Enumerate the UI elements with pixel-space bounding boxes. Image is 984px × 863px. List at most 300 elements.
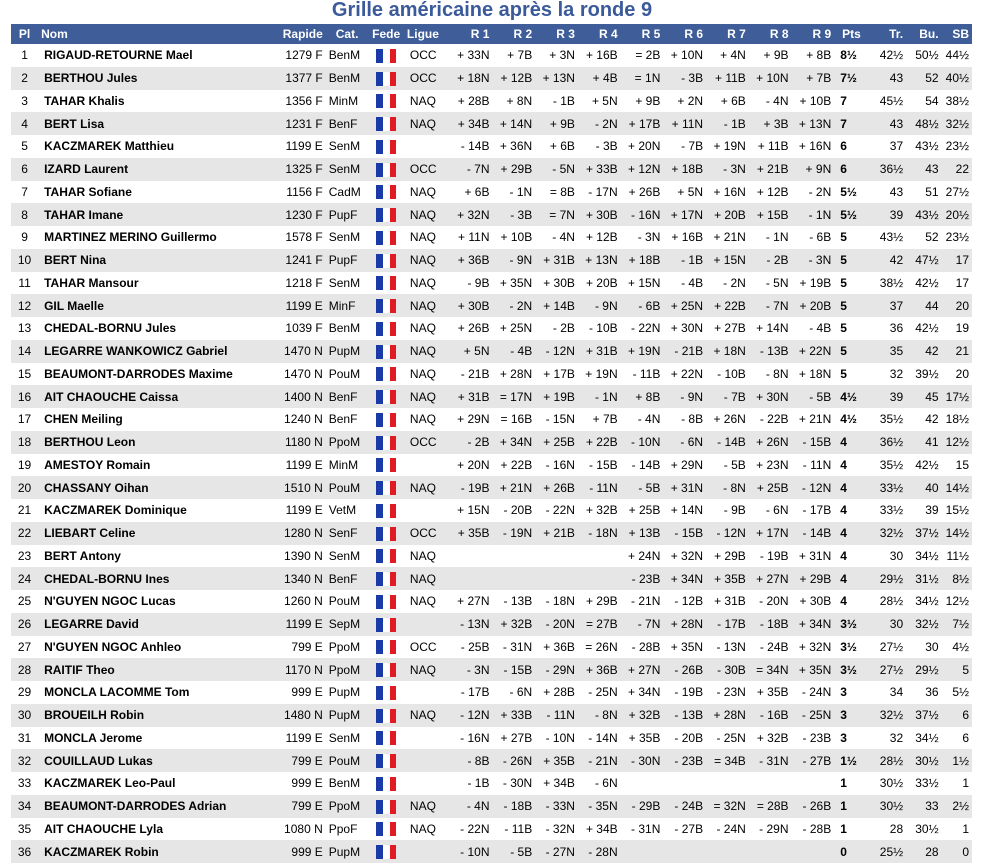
round-result-cell: - 29B <box>621 795 664 818</box>
rapid-rating: 999 E <box>263 840 326 863</box>
round-result-cell: + 20N <box>450 454 493 477</box>
round-result-cell: - 6N <box>749 499 792 522</box>
round-result-cell: - 7B <box>663 135 706 158</box>
round-result-cell: - 26B <box>663 658 706 681</box>
round-result-cell: - 2N <box>706 272 749 295</box>
round-result-cell: + 27N <box>450 590 493 613</box>
round-result-cell: + 29B <box>492 158 535 181</box>
league-cell: NAQ <box>404 340 450 363</box>
column-header: R 1 <box>450 24 493 44</box>
rapid-rating: 1199 E <box>263 294 326 317</box>
tiebreak-sb-cell: 32½ <box>942 112 972 135</box>
rank-cell: 21 <box>11 499 38 522</box>
column-header: Bu. <box>906 24 941 44</box>
tiebreak-bu-cell: 30½ <box>906 818 941 841</box>
round-result-cell: + 18B <box>663 158 706 181</box>
round-result-cell: + 31B <box>578 340 621 363</box>
round-result-cell: + 3B <box>749 112 792 135</box>
player-name: LIEBART Celine <box>38 522 263 545</box>
column-header: R 5 <box>621 24 664 44</box>
round-result-cell: - 19B <box>749 545 792 568</box>
tiebreak-tr-cell: 35 <box>869 340 907 363</box>
federation-cell <box>368 90 403 113</box>
round-result-cell <box>663 772 706 795</box>
round-result-cell: - 3B <box>578 135 621 158</box>
table-row <box>11 476 972 499</box>
rapid-rating: 1377 F <box>263 67 326 90</box>
rank-cell: 7 <box>11 181 38 204</box>
round-result-cell: + 11N <box>450 226 493 249</box>
round-result-cell: - 17N <box>578 181 621 204</box>
federation-cell <box>368 818 403 841</box>
tiebreak-tr-cell: 32½ <box>869 704 907 727</box>
category-cell: MinM <box>326 454 369 477</box>
round-result-cell: - 15B <box>663 522 706 545</box>
rank-cell: 1 <box>11 44 38 67</box>
category-cell: PupF <box>326 249 369 272</box>
round-result-cell: - 1B <box>663 249 706 272</box>
points-cell: 3 <box>834 681 868 704</box>
round-result-cell: - 8N <box>578 704 621 727</box>
round-result-cell: - 23N <box>706 681 749 704</box>
points-cell: 5 <box>834 363 868 386</box>
round-result-cell <box>535 567 578 590</box>
round-result-cell: - 8N <box>706 476 749 499</box>
category-cell: SepM <box>326 613 369 636</box>
round-result-cell: + 36B <box>578 658 621 681</box>
tiebreak-bu-cell: 37½ <box>906 704 941 727</box>
category-cell: PpoM <box>326 658 369 681</box>
round-result-cell: + 34N <box>492 431 535 454</box>
points-cell: 8½ <box>834 44 868 67</box>
round-result-cell: + 14N <box>749 317 792 340</box>
rapid-rating: 1470 N <box>263 363 326 386</box>
france-flag-icon <box>376 208 396 222</box>
round-result-cell: = 34N <box>749 658 792 681</box>
tiebreak-bu-cell: 29½ <box>906 658 941 681</box>
points-cell: 5 <box>834 249 868 272</box>
france-flag-icon <box>376 527 396 541</box>
tiebreak-bu-cell: 43½ <box>906 203 941 226</box>
category-cell: MinF <box>326 294 369 317</box>
round-result-cell: - 18N <box>578 522 621 545</box>
player-name: TAHAR Khalis <box>38 90 263 113</box>
points-cell: 1 <box>834 772 868 795</box>
player-name: BERTHOU Jules <box>38 67 263 90</box>
round-result-cell: - 14B <box>792 522 835 545</box>
points-cell: 5 <box>834 317 868 340</box>
round-result-cell: - 9B <box>450 272 493 295</box>
tiebreak-bu-cell: 40 <box>906 476 941 499</box>
rapid-rating: 1510 N <box>263 476 326 499</box>
round-result-cell: + 15N <box>621 272 664 295</box>
round-result-cell: - 6N <box>578 772 621 795</box>
rank-cell: 13 <box>11 317 38 340</box>
round-result-cell: + 8B <box>792 44 835 67</box>
points-cell: 4 <box>834 499 868 522</box>
tiebreak-bu-cell: 33 <box>906 795 941 818</box>
france-flag-icon <box>376 367 396 381</box>
player-name: TAHAR Mansour <box>38 272 263 295</box>
table-row <box>11 590 972 613</box>
round-result-cell: + 23N <box>749 454 792 477</box>
league-cell: OCC <box>404 636 450 659</box>
points-cell: 1 <box>834 795 868 818</box>
federation-cell <box>368 317 403 340</box>
header-row <box>11 24 972 44</box>
round-result-cell: - 7N <box>450 158 493 181</box>
tiebreak-sb-cell: 1 <box>942 818 972 841</box>
tiebreak-tr-cell: 30 <box>869 613 907 636</box>
round-result-cell: - 2N <box>578 112 621 135</box>
league-cell: NAQ <box>404 408 450 431</box>
league-cell: NAQ <box>404 317 450 340</box>
round-result-cell: + 20B <box>706 203 749 226</box>
france-flag-icon <box>376 458 396 472</box>
rapid-rating: 799 E <box>263 636 326 659</box>
round-result-cell: - 5B <box>706 454 749 477</box>
round-result-cell: + 32B <box>749 727 792 750</box>
round-result-cell: - 24B <box>663 795 706 818</box>
round-result-cell: - 9N <box>663 385 706 408</box>
federation-cell <box>368 112 403 135</box>
round-result-cell: + 19N <box>578 363 621 386</box>
league-cell: NAQ <box>404 203 450 226</box>
round-result-cell <box>450 545 493 568</box>
round-result-cell: - 15B <box>792 431 835 454</box>
round-result-cell: + 31B <box>450 385 493 408</box>
round-result-cell: - 23B <box>663 749 706 772</box>
tiebreak-sb-cell: 2½ <box>942 795 972 818</box>
category-cell: PupF <box>326 203 369 226</box>
round-result-cell: - 3B <box>492 203 535 226</box>
round-result-cell: - 2N <box>792 181 835 204</box>
tiebreak-tr-cell: 35½ <box>869 454 907 477</box>
table-row <box>11 545 972 568</box>
round-result-cell: - 22N <box>450 818 493 841</box>
round-result-cell: - 31N <box>749 749 792 772</box>
rapid-rating: 1241 F <box>263 249 326 272</box>
rapid-rating: 1356 F <box>263 90 326 113</box>
tiebreak-bu-cell: 42½ <box>906 272 941 295</box>
table-row <box>11 499 972 522</box>
federation-cell <box>368 681 403 704</box>
round-result-cell: + 30B <box>450 294 493 317</box>
federation-cell <box>368 408 403 431</box>
league-cell: OCC <box>404 431 450 454</box>
round-result-cell: - 2N <box>492 294 535 317</box>
round-result-cell: - 13B <box>492 590 535 613</box>
rapid-rating: 1170 N <box>263 658 326 681</box>
rank-cell: 36 <box>11 840 38 863</box>
column-header: Rapide <box>263 24 326 44</box>
round-result-cell: = 16B <box>492 408 535 431</box>
tiebreak-bu-cell: 42 <box>906 408 941 431</box>
round-result-cell: - 10N <box>535 727 578 750</box>
column-header: R 7 <box>706 24 749 44</box>
tiebreak-sb-cell: 8½ <box>942 567 972 590</box>
round-result-cell: + 20B <box>578 272 621 295</box>
france-flag-icon <box>376 663 396 677</box>
round-result-cell: - 15B <box>578 454 621 477</box>
federation-cell <box>368 658 403 681</box>
league-cell <box>404 749 450 772</box>
category-cell: CadM <box>326 181 369 204</box>
tiebreak-tr-cell: 42 <box>869 249 907 272</box>
round-result-cell <box>792 772 835 795</box>
round-result-cell: + 35B <box>535 749 578 772</box>
points-cell: 4½ <box>834 408 868 431</box>
rank-cell: 31 <box>11 727 38 750</box>
france-flag-icon <box>376 481 396 495</box>
league-cell: OCC <box>404 522 450 545</box>
tiebreak-tr-cell: 25½ <box>869 840 907 863</box>
points-cell: 4 <box>834 476 868 499</box>
round-result-cell: - 22N <box>621 317 664 340</box>
round-result-cell: - 7N <box>621 613 664 636</box>
round-result-cell: - 20B <box>663 727 706 750</box>
rapid-rating: 1199 E <box>263 135 326 158</box>
round-result-cell: + 5N <box>663 181 706 204</box>
round-result-cell: + 34B <box>578 818 621 841</box>
tiebreak-sb-cell: 15 <box>942 454 972 477</box>
round-result-cell: - 22B <box>749 408 792 431</box>
round-result-cell: + 9B <box>749 44 792 67</box>
table-row <box>11 704 972 727</box>
rapid-rating: 1390 N <box>263 545 326 568</box>
round-result-cell: + 26B <box>621 181 664 204</box>
rapid-rating: 1199 E <box>263 727 326 750</box>
tiebreak-tr-cell: 38½ <box>869 272 907 295</box>
round-result-cell: + 25N <box>492 317 535 340</box>
tiebreak-bu-cell: 52 <box>906 67 941 90</box>
tiebreak-tr-cell: 43½ <box>869 226 907 249</box>
round-result-cell: - 1N <box>578 385 621 408</box>
round-result-cell: + 32B <box>621 704 664 727</box>
player-name: AIT CHAOUCHE Lyla <box>38 818 263 841</box>
tiebreak-tr-cell: 33½ <box>869 499 907 522</box>
round-result-cell <box>535 545 578 568</box>
round-result-cell: - 15B <box>492 658 535 681</box>
tiebreak-tr-cell: 43 <box>869 181 907 204</box>
federation-cell <box>368 476 403 499</box>
tiebreak-tr-cell: 27½ <box>869 658 907 681</box>
column-header: R 4 <box>578 24 621 44</box>
table-row <box>11 340 972 363</box>
tiebreak-sb-cell: 5½ <box>942 681 972 704</box>
rank-cell: 19 <box>11 454 38 477</box>
round-result-cell: - 21B <box>450 363 493 386</box>
round-result-cell: + 13N <box>535 67 578 90</box>
tiebreak-sb-cell: 11½ <box>942 545 972 568</box>
points-cell: 5 <box>834 294 868 317</box>
round-result-cell: + 27N <box>621 658 664 681</box>
round-result-cell: + 22B <box>492 454 535 477</box>
round-result-cell: - 25N <box>792 704 835 727</box>
player-name: BERT Nina <box>38 249 263 272</box>
rank-cell: 25 <box>11 590 38 613</box>
rapid-rating: 1470 N <box>263 340 326 363</box>
round-result-cell: + 19B <box>535 385 578 408</box>
league-cell: NAQ <box>404 294 450 317</box>
round-result-cell: + 31B <box>706 590 749 613</box>
rank-cell: 9 <box>11 226 38 249</box>
table-row <box>11 658 972 681</box>
round-result-cell: + 15B <box>749 203 792 226</box>
rapid-rating: 1578 F <box>263 226 326 249</box>
tiebreak-tr-cell: 30½ <box>869 772 907 795</box>
round-result-cell: - 15N <box>535 408 578 431</box>
table-row <box>11 454 972 477</box>
round-result-cell: + 7B <box>578 408 621 431</box>
tiebreak-tr-cell: 37 <box>869 135 907 158</box>
round-result-cell: + 36B <box>450 249 493 272</box>
tiebreak-sb-cell: 0 <box>942 840 972 863</box>
table-row <box>11 522 972 545</box>
round-result-cell: + 26N <box>749 431 792 454</box>
federation-cell <box>368 67 403 90</box>
round-result-cell: + 26B <box>450 317 493 340</box>
round-result-cell: - 20N <box>535 613 578 636</box>
round-result-cell: + 28B <box>535 681 578 704</box>
player-name: CHEDAL-BORNU Ines <box>38 567 263 590</box>
tiebreak-bu-cell: 43 <box>906 158 941 181</box>
rank-cell: 27 <box>11 636 38 659</box>
category-cell: SenM <box>326 727 369 750</box>
round-result-cell: - 12N <box>535 340 578 363</box>
points-cell: 4½ <box>834 385 868 408</box>
tiebreak-tr-cell: 32 <box>869 363 907 386</box>
league-cell: NAQ <box>404 704 450 727</box>
tiebreak-bu-cell: 48½ <box>906 112 941 135</box>
points-cell: 3½ <box>834 658 868 681</box>
rank-cell: 30 <box>11 704 38 727</box>
tiebreak-sb-cell: 17 <box>942 249 972 272</box>
round-result-cell: + 33B <box>492 704 535 727</box>
round-result-cell: + 12B <box>578 226 621 249</box>
federation-cell <box>368 340 403 363</box>
round-result-cell: + 18B <box>621 249 664 272</box>
player-name: BEAUMONT-DARRODES Adrian <box>38 795 263 818</box>
league-cell <box>404 840 450 863</box>
league-cell <box>404 454 450 477</box>
tiebreak-tr-cell: 42½ <box>869 44 907 67</box>
category-cell: SenM <box>326 272 369 295</box>
table-row <box>11 636 972 659</box>
tiebreak-sb-cell: 18½ <box>942 408 972 431</box>
round-result-cell: - 6N <box>492 681 535 704</box>
round-result-cell: - 26B <box>792 795 835 818</box>
round-result-cell: - 25N <box>706 727 749 750</box>
round-result-cell: - 9N <box>492 249 535 272</box>
league-cell <box>404 681 450 704</box>
table-row <box>11 44 972 67</box>
rank-cell: 28 <box>11 658 38 681</box>
round-result-cell: - 14B <box>450 135 493 158</box>
federation-cell <box>368 454 403 477</box>
round-result-cell: - 18N <box>535 590 578 613</box>
league-cell: NAQ <box>404 90 450 113</box>
france-flag-icon <box>376 777 396 791</box>
category-cell: PouM <box>326 749 369 772</box>
federation-cell <box>368 44 403 67</box>
round-result-cell: + 15N <box>450 499 493 522</box>
round-result-cell: - 19N <box>492 522 535 545</box>
standings-table <box>11 24 972 863</box>
round-result-cell: + 6B <box>706 90 749 113</box>
round-result-cell: + 35B <box>621 727 664 750</box>
tiebreak-sb-cell: 14½ <box>942 522 972 545</box>
round-result-cell: + 34B <box>450 112 493 135</box>
france-flag-icon <box>376 276 396 290</box>
france-flag-icon <box>376 618 396 632</box>
player-name: CHEDAL-BORNU Jules <box>38 317 263 340</box>
round-result-cell: = 7N <box>535 203 578 226</box>
player-name: MONCLA Jerome <box>38 727 263 750</box>
points-cell: 3 <box>834 727 868 750</box>
round-result-cell: - 23B <box>621 567 664 590</box>
round-result-cell: + 17B <box>535 363 578 386</box>
category-cell: SenM <box>326 158 369 181</box>
round-result-cell: - 5B <box>621 476 664 499</box>
round-result-cell: + 9B <box>535 112 578 135</box>
tiebreak-sb-cell: 23½ <box>942 226 972 249</box>
round-result-cell: + 5N <box>578 90 621 113</box>
rapid-rating: 1039 F <box>263 317 326 340</box>
player-name: KACZMAREK Leo-Paul <box>38 772 263 795</box>
rapid-rating: 1180 N <box>263 431 326 454</box>
tiebreak-tr-cell: 28 <box>869 818 907 841</box>
tiebreak-tr-cell: 34 <box>869 681 907 704</box>
round-result-cell: + 33N <box>450 44 493 67</box>
category-cell: VetM <box>326 499 369 522</box>
round-result-cell: - 4N <box>450 795 493 818</box>
points-cell: 5 <box>834 226 868 249</box>
points-cell: 6 <box>834 158 868 181</box>
round-result-cell: + 10N <box>749 67 792 90</box>
round-result-cell: - 11N <box>535 704 578 727</box>
round-result-cell: - 27N <box>535 840 578 863</box>
column-header: R 3 <box>535 24 578 44</box>
rapid-rating: 799 E <box>263 795 326 818</box>
tiebreak-sb-cell: 17 <box>942 272 972 295</box>
rank-cell: 16 <box>11 385 38 408</box>
rank-cell: 29 <box>11 681 38 704</box>
rapid-rating: 1240 N <box>263 408 326 431</box>
round-result-cell: + 31N <box>663 476 706 499</box>
round-result-cell: - 28B <box>792 818 835 841</box>
round-result-cell: + 29B <box>792 567 835 590</box>
tiebreak-bu-cell: 54 <box>906 90 941 113</box>
tiebreak-bu-cell: 28 <box>906 840 941 863</box>
table-row <box>11 112 972 135</box>
france-flag-icon <box>376 72 396 86</box>
round-result-cell: - 12N <box>450 704 493 727</box>
column-header: Pts <box>834 24 868 44</box>
league-cell: NAQ <box>404 226 450 249</box>
round-result-cell: + 13N <box>578 249 621 272</box>
tiebreak-sb-cell: 20 <box>942 363 972 386</box>
table-row <box>11 90 972 113</box>
round-result-cell: - 11B <box>492 818 535 841</box>
round-result-cell: - 29N <box>749 818 792 841</box>
category-cell: BenM <box>326 67 369 90</box>
france-flag-icon <box>376 345 396 359</box>
round-result-cell: - 16B <box>749 704 792 727</box>
round-result-cell: - 5B <box>492 840 535 863</box>
tiebreak-sb-cell: 44½ <box>942 44 972 67</box>
table-row <box>11 431 972 454</box>
